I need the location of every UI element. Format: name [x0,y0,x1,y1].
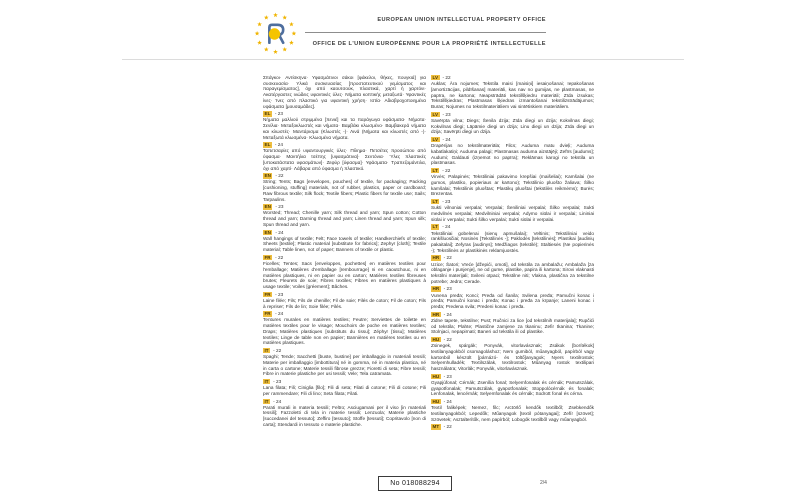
header-divider [305,32,546,33]
goods-block-en-24 [263,230,426,253]
language-badge: IT [264,378,269,384]
language-badge: LT [432,199,438,205]
office-name-english: EUROPEAN UNION INTELLECTUAL PROPERTY OFFICE [377,17,546,23]
header-bottom-rule [122,59,684,60]
goods-block-en-22 [263,173,426,202]
registration-number: No 018088294 [390,480,440,487]
goods-block-hu-23 [431,374,594,397]
class-number: - 23 [273,378,282,384]
class-number: - 23 [443,286,452,292]
class-number: - 22 [443,255,452,261]
goods-block-lt-24 [431,224,594,253]
goods-block-fr-24 [263,311,426,346]
class-number: - 22 [273,347,282,353]
goods-text: Ficelles; Tentes; Sacs [enveloppes, pochettes] en matières textiles pour l'emballage; Matières d'emballage [rembourrage] ni en caoutchouc, ni en matières plastiques, ni en papier ou en carton; Matières textiles fibreuses brutes; Fleurets de soie; Fibres textiles; Fibres en matières plastiques à usage textile; Voiles [gréement]; Bâches. [263,261,426,289]
language-badge: EN [264,204,271,210]
class-number: - 23 [274,111,283,117]
class-number: - 24 [442,224,451,230]
language-badge: LT [432,224,438,230]
goods-text: Tentures murales en matières textiles; Feutre; Serviettes de toilette en matières textiles pour le visage; Mouchoirs de poche en matières textiles; Draps; Matières plastiques [substituts du tissu]; Zéphyr [tissu]; Matières textiles; Linge de table non en papier; Bannières en matières textiles ou en matières plastiques. [263,317,426,346]
goods-text: Sukti vilnoniai verpalai; Verpalai; Šeniliniai verpalai; Šilko verpalai; Sukti medvilnės verpalai; Medvilniniai verpalai; Adymo siūlai ir verpalai; Lininiai siūlai ir verpalai; Sukti šilko verpalai; Sukti siūlai ir verpalai. [431,205,594,222]
goods-block-it-23 [263,379,426,397]
class-number: - 23 [442,199,451,205]
language-badge: EN [264,229,271,235]
language-badge: IT [264,347,269,353]
language-badge: HR [432,255,440,261]
language-badge: HR [432,311,440,317]
language-badge: IT [264,398,269,404]
goods-block-hr-24 [431,312,594,335]
class-number: - 23 [275,291,284,297]
class-number: - 24 [443,311,452,317]
goods-text: Zsinegek, spárgák; Ponyvák, vitorlavásznak; Zsákok [borítékok] textilanyagokból csomagoláshoz; Nem gumiból, műanyagból, papírból vagy kartonból készült [párnázó- és töltő]anyagok; Nyers textilrostok; Selyemhulladék; Textilszálak, textilrostok; Műanyag rostok textilipari használatra; Vitorlák; Ponyvák, vitorlavásznak. [431,343,594,372]
language-badge: LV [432,75,439,80]
goods-block-lv-22 [431,75,594,110]
class-number: - 24 [275,311,284,317]
class-number: - 24 [275,229,284,235]
goods-text: Vunena pređa; Konci; Pređa od šanila; Svilena pređa; Pamučni konac i pređa; Pamučni konac i pređa; Konac i pređa za krpanje; Laneni konac i pređa; Predena svila; Predeni konac i pređa. [431,292,594,310]
goods-block-el-23 [263,111,426,140]
goods-block-hr-23 [431,286,594,309]
goods-block-el-24 [263,142,426,171]
class-number: - 24 [273,398,282,404]
goods-text: Auklas; Āra nojumes; Tekstila maisi [maisiņi] iesaiņošanai; Iepakošanas [amortizācijas, pildīšanas] materiāli, kas nav no gumijas, ne plastmasas, ne papīra, ne kartona; Neapstrādāti tekstilšķiedru materiāli; Zīda izsukas; Tekstilšķiedras; Plastmasas šķiedras izmantošanai tekstilizstrādājumos; Buras; Nojumes no tekstilmateriāliem vai sintētiskiem materiāliem. [431,81,594,110]
goods-text: Wall hangings of textile; Felt; Face towels of textile; Handkerchiefs of textile; Sheets [textile]; Plastic material [substitute for fabrics]; Zephyr [cloth]; Textile material; Table linen, not of paper; Banners of textile or plastic. [263,235,426,253]
goods-text: Laine filée; Fils; Fils de chenille; Fil de soie; Filés de coton; Fil de coton; Fils à repriser; Fils de lin; Soie filée; Filés. [263,297,426,309]
goods-text: Νήματα μαλλιού στριμμένα [πενιέ] και τα παράγωγα υφάσματα· Νήματα· Σενίλια· Μεταξοκλωστές και νήματα· Βαμβάκι κλωσμένο· Βαμβακερά νήματα και κλωστές· Μαντάρισμα (Κλωστές -)· Λινά (Νήματα και κλωστές από -)· Μεταξωτά κλωσμένα· Κλωσμένα νήματα. [263,117,426,140]
registration-number-box [378,476,452,491]
language-badge: HR [432,286,440,292]
goods-text: Drapērijas no tekstilmateriāla; Filcs; Auduma matu dvieļi; Auduma kabatlakatiņi; Auduma palagi; Plastmasas auduma aizstājēji; Zefīrs [audums]; Audumi; Galdauti (izņemot no papīra); Reklāmas karogi no tekstila un plastmasas. [431,143,594,166]
language-badge: FR [264,311,271,317]
goods-text: Σπάγκοι· Αντίσκηνα· Υφασμάτινοι σάκοι [φάκελοι, θήκες, πουγκιά] για συσκευασία· Υλικά συσκευασίας [προστατευτικού γεμίσματος και παραγεμίσματος], όχι από καουτσούκ, πλαστικά, χαρτί ή χαρτόνι· Ακατέργαστες ινώδεις υφαντικές ύλες· Νήματα κοπτικής μεταξωτά· Υφαντικές ίνες· Ίνες από πλαστικό για υφαντική χρήση· Ιστία· Αδιαβροχοποιημένα υφάσματα [μουσαμάδες]. [263,75,426,109]
goods-text: Textil faliképek; Nemez, filc; Arctörlő kendők textilből; Zsebkendők textilanyagokból; Lepedők; Műanyagok [textil pótanyagai]; Zefír [szövet]; Szövetek; Asztalterítők, nem papírból; Lobogók textilből vagy műanyagból. [431,405,594,422]
language-badge: HU [432,373,440,379]
goods-text: Spaghi; Tende; Sacchetti [buste, bustine] per imballaggio in materiali tessili; Materie per imballaggio [imbottitura] né in gomma, né in materia plastica, né in carta o cartone; Materie tessili fibrose grezze; Fioretti di seta; Fibre tessili; Fibre in materie plastiche per usi tessili; Vele; Tela catramata. [263,354,426,377]
goods-block-el-22-continued [263,75,426,109]
language-badge: EL [264,111,271,117]
office-name-french: OFFICE DE L'UNION EUROPÉENNE POUR LA PROPRIÉTÉ INTELLECTUELLE [312,41,546,47]
goods-block-fr-22 [263,255,426,290]
goods-text: String; Tents; Bags [envelopes, pouches] of textile, for packaging; Packing [cushioning, stuffing] materials, not of rubber, plastics, paper or cardboard; Raw fibrous textile; Silk flock; Textile fibers; Plastic fibers for textile use; Sails; Tarpaulins. [263,179,426,202]
class-number: - 23 [443,373,452,379]
goods-block-it-24 [263,399,426,428]
goods-block-it-22 [263,348,426,377]
class-number: - 22 [275,173,284,179]
language-badge: HU [432,337,440,343]
goods-text: Parati murali in materia tessili; Feltro; Asciugamani per il viso [in materiali tessili]; Fazzoletti di tela in materie tessili; Lenzuola; Materie plastiche [succedanei del tessuto]; Zeffiro [tessuto]; Stoffe [tessuti]; Copritavolo [non di carta]; Stendardi in tessuto o materie plastiche. [263,404,426,427]
goods-block-hr-22 [431,255,594,284]
class-number: - 22 [442,168,451,174]
goods-text: Zidne tapete, tekstilne; Pust; Ručnici za lice [od tekstilnih materijala]; Rupčići od tekstila; Plahte; Plastične zamjene za tkaninu; Zefir tkanina; Tkanine; Stolnjaci, nepapirnati; Baneri od tekstila ili od plastike. [431,317,594,335]
language-badge: MT [432,424,440,430]
class-number: - 24 [274,142,283,148]
goods-block-lt-23 [431,199,594,222]
goods-text: Virvės; Palapinės; Tekstiliniai pakavimo krepšiai (maišeliai); Kamšalai (ne gumos, plastiko, popieriaus ar kartono); Tekstilinio pluošto žaliava; Šilko kamšalai; Tekstilinis pluoštas; Plastikų pluoštai (tekstilės reikmėms); Burės; Brezentas. [431,174,594,197]
class-number: - 23 [442,111,451,117]
class-number: - 24 [443,399,452,405]
goods-text: Lana filata; Fili; Ciniglia [filo]; Fili di seta; Filati di cotone; Fili di cotone; Fili per rammendare; Fili di lino; Seta filata; Filati. [263,385,426,396]
class-number: - 22 [443,337,452,343]
goods-text: Savērpta vilna; Diegs; Šenila dzija; Zīda diegi un dzija; Kokvilnas diegi; Kokvilnas diegi; Lāpāmie diegi un dzija; Linu diegi un dzija; Zīda diegi un dzija; Savērpti diegi un dzija. [431,117,594,135]
class-number: - 22 [443,424,452,430]
goods-block-hu-22 [431,337,594,372]
language-badge: EN [264,173,271,179]
language-badge: LT [432,168,438,174]
class-number: - 23 [275,204,284,210]
class-number: - 22 [442,75,451,80]
goods-block-lt-22 [431,168,594,197]
class-header [431,424,594,430]
goods-block-lv-24 [431,137,594,166]
goods-column-right [431,75,594,433]
goods-block-mt-22 [431,424,594,430]
language-badge: FR [264,291,271,297]
goods-block-lv-23 [431,112,594,135]
language-badge: FR [264,254,271,260]
language-badge: LV [432,111,439,117]
goods-text: Tekstiliniai gobelenai (sienų apmušalai); Veltinis; Tekstiliniai veido rankšluosčiai; Nosinės [Tekstilinės -]; Paklodės [tekstilinės]; Plastikai [audinių pakaitalai]; Zefyras [audinys]; Medžiagos (tekstilė); Staltiesės (Ne popierinės -); Tekstilinės ar plastikinės reklamjuostės. [431,230,594,253]
goods-text: Uzice; Šatori; Vreće [džepići, omoti], od tekstila za ambalažu; Ambalaža [za oblaganje i punjenje], ne od gume, plastike, papira ili kartona; Sirovi vlaknasti tekstilni materijali; Svileni otpaci; Tekstilne niti; Vlakna, plastična za tekstilne potrebe; Jedra; Cerade. [431,261,594,284]
language-badge: HU [432,399,440,405]
language-badge: EL [264,142,271,148]
goods-column-left [263,75,426,430]
goods-text: Worsted; Thread; Chenille yarn; Silk thread and yarn; Spun cotton; Cotton thread and yarn; Darning thread and yarn; Linen thread and yarn; Spun silk; Spun thread and yarn. [263,210,426,227]
page-indicator: 2/4 [540,480,547,486]
goods-block-fr-23 [263,292,426,310]
goods-text: Ταπετσαρίες από υφαντουργικές ύλες· Πίλημα· Πετσέτες προσώπου από ύφασμα· Μαντήλια τσέπης [υφασμάτινα]· Σεντόνια· Ύλες πλαστικές [υποκατάστατα υφασμάτων]· Ζεφύρ [ύφασμα]· Υφάσματα· Τραπεζομάντιλα, όχι από χαρτί· Λάβαρα από ύφασμα ή πλαστικό. [263,148,426,171]
language-badge: LV [432,137,439,143]
goods-block-hu-24 [431,399,594,422]
goods-text: Gyapjúfonal; Cérnák; Zsenília fonal; Selyemfonalak és cérnák; Pamutszálak, gyapotfonalak; Pamutszálak, gyapotfonalak; Stoppolócérnák és fonalak; Lenfonalak, lencérnák; Selyemfonalak és cérnák; Sodrott fonal és cérna. [431,379,594,397]
class-number: - 22 [275,254,284,260]
goods-block-en-23 [263,204,426,227]
class-number: - 24 [442,137,451,143]
